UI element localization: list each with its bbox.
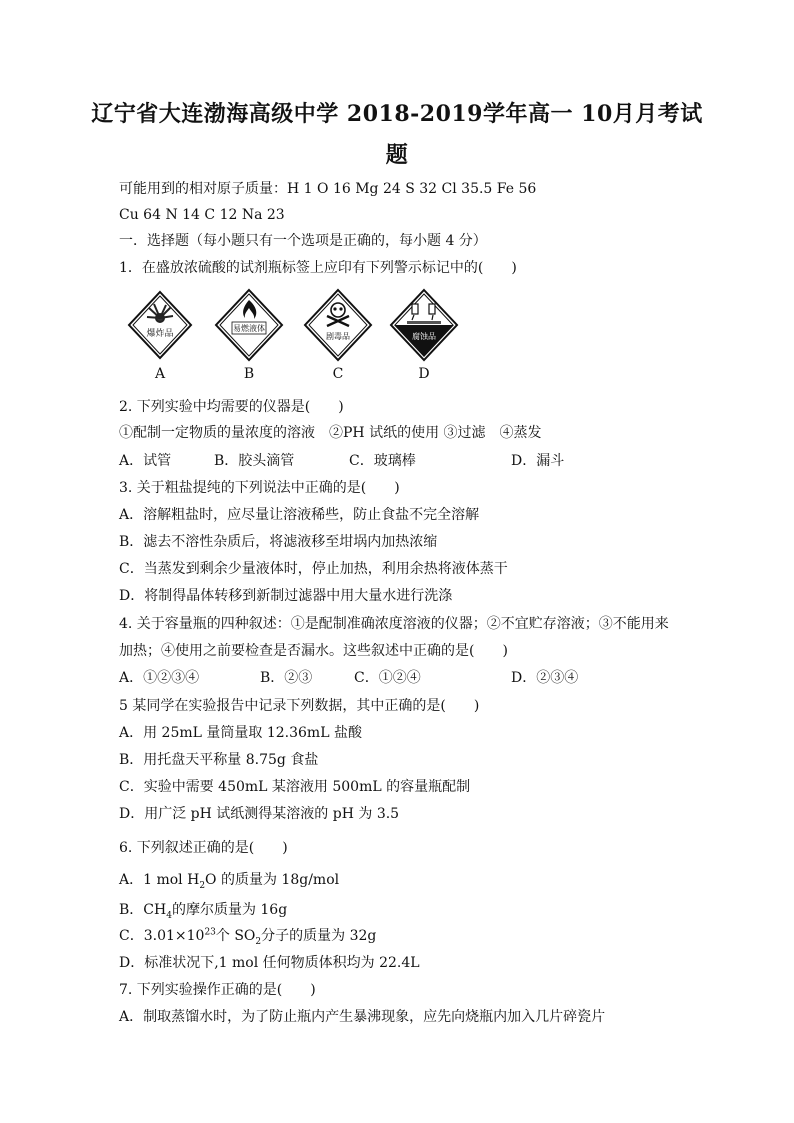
q6-option-d: D．标准状况下,1 mol 任何物质体积均为 22.4L	[119, 955, 420, 971]
hazard-sign-c	[303, 288, 373, 384]
q3-option-d: D．将制得晶体转移到新制过滤器中用大量水进行洗涤	[119, 588, 453, 604]
q4-option-c: C．①②④	[354, 670, 421, 686]
q4-stem-line1: 4. 关于容量瓶的四种叙述：①是配制准确浓度溶液的仪器；②不宜贮存溶液；③不能用来	[119, 616, 669, 632]
option-letter-a: A	[154, 366, 166, 382]
q5-option-d: D．用广泛 pH 试纸测得某溶液的 pH 为 3.5	[119, 806, 400, 822]
q7-option-a: A．制取蒸馏水时，为了防止瓶内产生暴沸现象，应先向烧瓶内加入几片碎瓷片	[119, 1009, 606, 1025]
skull-icon	[303, 288, 373, 362]
atomic-masses-line1: 可能用到的相对原子质量：H 1 O 16 Mg 24 S 32 Cl 35.5 Fe 56	[119, 181, 537, 197]
svg-text:剧毒品: 剧毒品	[326, 332, 350, 341]
q3-option-c: C．当蒸发到剩余少量液体时，停止加热，利用余热将液体蒸干	[119, 561, 508, 577]
hazard-sign-b	[214, 288, 284, 384]
q3-stem: 3. 关于粗盐提纯的下列说法中正确的是( )	[119, 480, 400, 496]
section-heading: 一．选择题（每小题只有一个选项是正确的，每小题 4 分）	[119, 233, 487, 249]
hazard-signs	[119, 288, 479, 388]
option-letter-d: D	[418, 366, 430, 382]
q2-stem: 2. 下列实验中均需要的仪器是( )	[119, 399, 344, 415]
q5-stem: 5 某同学在实验报告中记录下列数据，其中正确的是( )	[119, 698, 480, 714]
option-letter-c: C	[332, 366, 344, 382]
exam-title-line1: 辽宁省大连渤海高级中学 2018-2019学年高一 10月月考试	[91, 101, 703, 127]
q6-option-b: B．$CH_4$的摩尔质量为 16g	[119, 902, 288, 921]
q2-conditions: ①配制一定物质的量浓度的溶液 ②PH 试纸的使用 ③过滤 ④蒸发	[119, 425, 542, 441]
exam-title-line2: 题	[385, 142, 409, 168]
hazard-sign-a	[125, 288, 195, 384]
q3-option-a: A．溶解粗盐时，应尽量让溶液稀些，防止食盐不完全溶解	[119, 507, 480, 523]
atomic-masses-line2: Cu 64 N 14 C 12 Na 23	[119, 207, 285, 223]
q2-option-d: D．漏斗	[511, 453, 565, 469]
corrosive-icon	[389, 288, 459, 362]
q1-stem: 1．在盛放浓硫酸的试剂瓶标签上应印有下列警示标记中的( )	[119, 260, 517, 276]
q6-stem: 6. 下列叙述正确的是( )	[119, 840, 288, 856]
svg-text:腐蚀品: 腐蚀品	[412, 332, 436, 341]
q2-option-b: B．胶头滴管	[214, 453, 295, 469]
option-letter-b: B	[243, 366, 255, 382]
svg-text:爆炸品: 爆炸品	[146, 329, 174, 339]
q4-option-b: B．②③	[260, 670, 313, 686]
q5-option-b: B．用托盘天平称量 8.75g 食盐	[119, 752, 319, 768]
hazard-sign-d	[389, 288, 459, 384]
q6-option-a: A．1 mol $H_2O$ 的质量为 18g/mol	[119, 872, 340, 891]
q4-stem-line2: 加热；④使用之前要检查是否漏水。这些叙述中正确的是( )	[119, 643, 508, 659]
q2-option-a: A．试管	[119, 453, 172, 469]
q3-option-b: B．滤去不溶性杂质后，将滤液移至坩埚内加热浓缩	[119, 534, 438, 550]
q4-option-d: D．②③④	[511, 670, 579, 686]
q6-option-c: C．$3.01\times 10^{23}$个 $SO_2$分子的质量为 32g	[119, 927, 377, 947]
svg-text:易燃液体: 易燃液体	[233, 324, 265, 333]
explosive-icon	[125, 288, 195, 362]
q4-option-a: A．①②③④	[119, 670, 200, 686]
flame-icon	[214, 288, 284, 362]
q5-option-c: C．实验中需要 450mL 某溶液用 500mL 的容量瓶配制	[119, 779, 471, 795]
q5-option-a: A．用 25mL 量筒量取 12.36mL 盐酸	[119, 725, 362, 741]
q7-stem: 7. 下列实验操作正确的是( )	[119, 982, 316, 998]
q2-option-c: C．玻璃棒	[349, 453, 416, 469]
